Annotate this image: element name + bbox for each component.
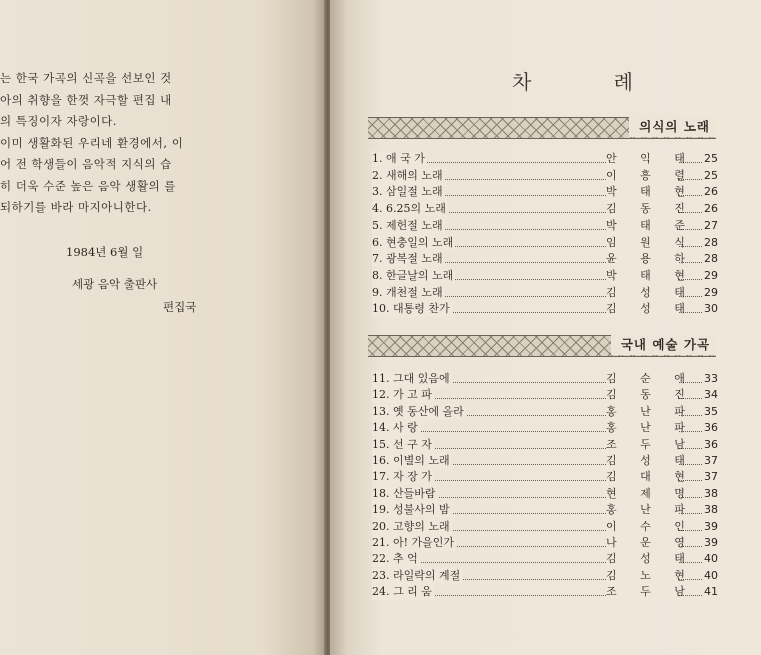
composer-name: 박 태 준 — [606, 218, 695, 232]
preface-line: 는 한국 가곡의 신곡을 선보인 것 — [0, 71, 172, 85]
song-title: 3. 삼일절 노래 — [372, 185, 443, 199]
song-title: 6. 현충일의 노래 — [372, 235, 454, 249]
song-title: 5. 제헌절 노래 — [372, 218, 443, 232]
song-title: 21. 아! 가을인가 — [372, 536, 455, 549]
toc-entry — [372, 251, 718, 267]
composer-name: 홍 난 파 — [606, 503, 695, 517]
composer-name: 박 태 현 — [606, 185, 695, 199]
toc-entry — [372, 469, 718, 485]
page-number: 38 — [704, 486, 718, 500]
song-title: 16. 이별의 노래 — [372, 454, 450, 467]
toc-entry — [372, 404, 718, 420]
toc-entry — [372, 584, 718, 600]
song-title: 15. 선 구 자 — [372, 437, 432, 451]
song-title: 20. 고향의 노래 — [372, 519, 450, 533]
composer-name: 윤 용 하 — [606, 252, 695, 266]
section-header-ceremonial — [368, 117, 716, 139]
composer-name: 나 운 영 — [606, 536, 695, 549]
toc-entry — [372, 201, 718, 217]
page-number: 29 — [704, 285, 718, 299]
composer-name: 김 순 애 — [606, 372, 695, 385]
preface-line: 히 더욱 수준 높은 음악 생활의 를 — [0, 178, 176, 193]
page-number: 40 — [704, 568, 718, 582]
song-title: 19. 성불사의 밤 — [372, 503, 450, 517]
toc-entry — [372, 387, 718, 403]
song-title: 17. 자 장 가 — [372, 470, 432, 484]
toc-entry — [372, 453, 718, 469]
section-label: 의식의 노래 — [629, 117, 716, 137]
song-title: 24. 그 리 움 — [372, 585, 432, 599]
preface-line: 의 특징이자 자랑이다. — [0, 114, 117, 128]
composer-name: 김 성 태 — [606, 285, 695, 299]
page-number: 26 — [704, 202, 718, 216]
toc-entry — [372, 168, 718, 184]
composer-name: 김 노 현 — [606, 568, 695, 582]
composer-name: 안 익 태 — [606, 152, 695, 165]
composer-name: 조 두 남 — [606, 437, 695, 451]
preface-date: 1984년 6월 일 — [66, 245, 144, 259]
page-number: 37 — [704, 454, 718, 467]
toc-entry — [372, 519, 718, 535]
toc-entry — [372, 486, 718, 502]
composer-name: 김 성 태 — [606, 552, 695, 566]
song-title: 12. 가 고 파 — [372, 388, 432, 402]
page-number: 29 — [704, 268, 718, 282]
toc-entry — [372, 437, 718, 453]
toc-entry — [372, 535, 718, 551]
page-number: 25 — [704, 152, 718, 165]
toc-title: 차 례 — [512, 70, 671, 94]
toc-entry — [372, 285, 718, 301]
page-number: 37 — [704, 470, 718, 484]
page-number: 26 — [704, 185, 718, 199]
song-title: 4. 6.25의 노래 — [372, 202, 446, 216]
toc-entry — [372, 184, 718, 200]
editor-name: 편집국 — [163, 300, 197, 314]
page-number: 30 — [704, 302, 718, 316]
page-number: 36 — [704, 437, 718, 451]
preface-line: 되하기를 바라 마지아니한다. — [0, 200, 152, 214]
song-title: 2. 새해의 노래 — [372, 168, 443, 182]
toc-entry — [372, 371, 718, 387]
toc-entry — [372, 268, 718, 284]
preface-line: 아의 취향을 한껏 자극할 편집 내 — [0, 92, 172, 107]
toc-entry — [372, 301, 718, 317]
composer-name: 조 두 남 — [606, 585, 695, 599]
section-label: 국내 예술 가곡 — [611, 335, 716, 355]
composer-name: 박 태 현 — [606, 268, 695, 282]
toc-entry — [372, 551, 718, 567]
song-title: 11. 그대 있음에 — [372, 372, 450, 385]
song-title: 1. 애 국 가 — [372, 152, 425, 165]
composer-name: 홍 난 파 — [606, 404, 695, 418]
toc-entry — [372, 420, 718, 436]
song-title: 23. 라일락의 계절 — [372, 568, 461, 582]
composer-name: 이 수 인 — [606, 519, 695, 533]
publisher-name: 세광 음악 출판사 — [72, 277, 158, 291]
composer-name: 홍 난 파 — [606, 421, 695, 435]
page-number: 35 — [704, 404, 718, 418]
preface-line: 어 전 학생들이 음악적 지식의 습 — [0, 157, 172, 171]
song-title: 7. 광복절 노래 — [372, 252, 443, 266]
composer-name: 임 원 식 — [606, 235, 695, 249]
page-number: 28 — [704, 252, 718, 266]
composer-name: 이 흥 렬 — [606, 168, 695, 182]
composer-name: 현 제 명 — [606, 486, 695, 500]
preface-text — [0, 68, 300, 219]
toc-entry — [372, 568, 718, 584]
song-title: 14. 사 랑 — [372, 421, 418, 435]
composer-name: 김 성 태 — [606, 454, 695, 467]
left-page — [0, 0, 326, 655]
song-title: 22. 추 억 — [372, 552, 418, 566]
composer-name: 김 동 진 — [606, 202, 695, 216]
toc-entry — [372, 502, 718, 518]
page-number: 38 — [704, 503, 718, 517]
song-title: 8. 한글날의 노래 — [372, 268, 454, 282]
composer-name: 김 성 태 — [606, 302, 695, 316]
toc-entry — [372, 151, 718, 167]
preface-line: 이미 생활화된 우리네 환경에서, 이 — [0, 135, 184, 150]
page-number: 39 — [704, 536, 718, 549]
page-number: 27 — [704, 218, 718, 232]
page-number: 36 — [704, 421, 718, 435]
page-number: 34 — [704, 388, 718, 402]
page-number: 39 — [704, 519, 718, 533]
page-number: 40 — [704, 552, 718, 566]
section-header-art-songs — [368, 335, 716, 357]
song-title: 18. 산들바람 — [372, 486, 436, 500]
page-number: 28 — [704, 235, 718, 249]
page-number: 33 — [704, 372, 718, 385]
toc-entry — [372, 235, 718, 251]
song-title: 9. 개천절 노래 — [372, 285, 443, 299]
composer-name: 김 대 현 — [606, 470, 695, 484]
page-number: 41 — [704, 585, 718, 599]
song-title: 10. 대통령 찬가 — [372, 302, 450, 316]
toc-entry — [372, 218, 718, 234]
page-number: 25 — [704, 168, 718, 182]
song-title: 13. 옛 동산에 올라 — [372, 404, 464, 418]
composer-name: 김 동 진 — [606, 388, 695, 402]
